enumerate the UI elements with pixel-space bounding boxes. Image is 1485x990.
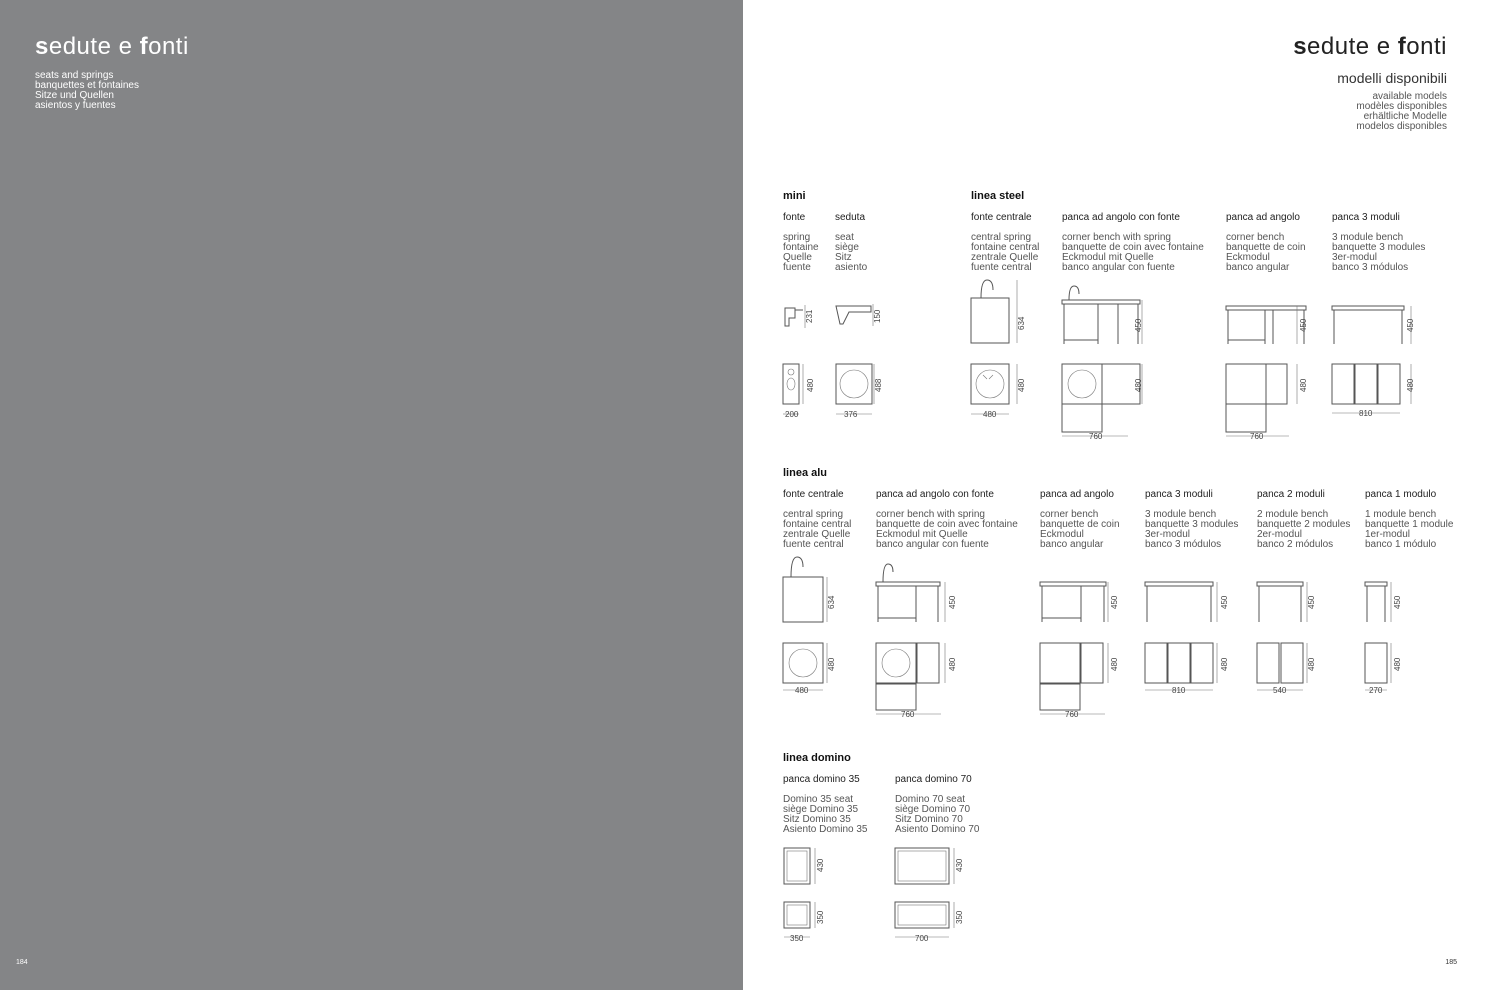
dim-label: 450 <box>1307 595 1316 609</box>
alu-corner-spring-elevation <box>876 564 945 622</box>
dim-label: 450 <box>1393 595 1402 609</box>
dim-label: 450 <box>1299 318 1308 332</box>
product-name: fonte <box>783 212 806 223</box>
dim-label: 480 <box>1017 378 1026 392</box>
dim-label: 480 <box>1393 657 1402 671</box>
dim-label: 200 <box>785 410 799 419</box>
left-page-number: 184 <box>16 959 28 966</box>
dim-label: 488 <box>874 378 883 392</box>
dim-label: 450 <box>1220 595 1229 609</box>
models-heading: modelli disponibili <box>1337 70 1447 86</box>
dim-label: 150 <box>873 309 882 323</box>
alu-fonte-centrale-elevation <box>783 557 827 622</box>
dim-label: 760 <box>901 710 915 719</box>
dim-label: 760 <box>1250 432 1264 441</box>
models-sub-de: erhältliche Modelle <box>1363 111 1447 122</box>
alu-fonte-centrale-plan <box>783 643 827 690</box>
product-translations: corner bench banquette de coin Eckmodul banco angular <box>1040 509 1120 550</box>
dim-label: 480 <box>1134 378 1143 392</box>
steel-3-module-plan <box>1332 364 1411 413</box>
dim-label: 480 <box>948 657 957 671</box>
dim-label: 634 <box>827 595 836 609</box>
dim-label: 376 <box>844 410 858 419</box>
models-sub-es: modelos disponibles <box>1356 121 1447 132</box>
product-name: panca domino 35 <box>783 774 860 785</box>
subtitle-fr: banquettes et fontaines <box>35 80 139 91</box>
dim-label: 231 <box>805 309 814 323</box>
product-translations: central spring fontaine central zentrale Quelle fuente central <box>971 232 1040 273</box>
alu-corner-spring-plan <box>876 643 945 714</box>
mini-fonte-elevation <box>785 305 805 328</box>
alu-1-module-elevation <box>1365 582 1391 622</box>
product-translations: 1 module bench banquette 1 module 1er-modul banco 1 módulo <box>1365 509 1454 550</box>
dim-label: 450 <box>948 595 957 609</box>
subtitle-de: Sitze und Quellen <box>35 90 114 101</box>
section-title-domino: linea domino <box>783 752 851 764</box>
product-translations: Domino 35 seat siège Domino 35 Sitz Domino 35 Asiento Domino 35 <box>783 794 868 835</box>
domino-70-elevation <box>895 848 954 884</box>
product-name: panca 1 modulo <box>1365 489 1437 500</box>
product-translations: spring fontaine Quelle fuente <box>783 232 819 273</box>
product-name: panca ad angolo <box>1226 212 1300 223</box>
dim-label: 480 <box>1406 378 1415 392</box>
dim-label: 270 <box>1369 686 1383 695</box>
dim-label: 430 <box>955 858 964 872</box>
right-title: sedute e fonti <box>1293 33 1447 60</box>
steel-3-module-elevation <box>1332 306 1411 344</box>
product-translations: 2 module bench banquette 2 modules 2er-modul banco 2 módulos <box>1257 509 1351 550</box>
dim-label: 450 <box>1406 318 1415 332</box>
alu-corner-bench-elevation <box>1040 582 1108 622</box>
product-name: fonte centrale <box>971 212 1032 223</box>
product-name: panca domino 70 <box>895 774 972 785</box>
mini-seat-plan <box>836 364 874 414</box>
product-name: panca ad angolo <box>1040 489 1114 500</box>
dim-label: 810 <box>1172 686 1186 695</box>
dim-label: 480 <box>983 410 997 419</box>
dim-label: 700 <box>915 934 929 943</box>
dim-label: 810 <box>1359 409 1373 418</box>
domino-35-elevation <box>784 848 815 884</box>
dim-label: 760 <box>1089 432 1103 441</box>
alu-2-module-plan <box>1257 643 1307 690</box>
dim-label: 540 <box>1273 686 1287 695</box>
product-name: panca ad angolo con fonte <box>1062 212 1180 223</box>
subtitle-en: seats and springs <box>35 70 114 81</box>
product-translations: central spring fontaine central zentrale Quelle fuente central <box>783 509 852 550</box>
product-translations: corner bench banquette de coin Eckmodul banco angular <box>1226 232 1306 273</box>
product-name: panca 3 moduli <box>1332 212 1400 223</box>
mini-seat-elevation <box>836 304 873 326</box>
product-name: seduta <box>835 212 866 223</box>
models-sub-fr: modèles disponibles <box>1356 101 1447 112</box>
alu-3-module-plan <box>1145 643 1217 690</box>
mini-fonte-plan <box>783 364 803 414</box>
dim-label: 450 <box>1110 595 1119 609</box>
dim-label: 634 <box>1017 316 1026 330</box>
left-title: sedute e fonti <box>35 33 189 60</box>
right-page <box>743 0 1485 990</box>
product-translations: 3 module bench banquette 3 modules 3er-modul banco 3 módulos <box>1332 232 1426 273</box>
section-title-mini: mini <box>783 190 806 202</box>
product-translations: 3 module bench banquette 3 modules 3er-modul banco 3 módulos <box>1145 509 1239 550</box>
models-sub-en: available models <box>1372 91 1447 102</box>
dim-label: 480 <box>827 657 836 671</box>
domino-35-plan <box>784 902 815 937</box>
product-translations: Domino 70 seat siège Domino 70 Sitz Domino 70 Asiento Domino 70 <box>895 794 980 835</box>
product-name: panca ad angolo con fonte <box>876 489 994 500</box>
dim-label: 350 <box>816 910 825 924</box>
steel-corner-spring-plan <box>1062 364 1142 436</box>
steel-corner-spring-elevation <box>1062 286 1142 344</box>
right-page-number: 185 <box>1445 959 1457 966</box>
dim-label: 480 <box>1299 378 1308 392</box>
product-translations: seat siège Sitz asiento <box>835 232 868 273</box>
product-name: panca 2 moduli <box>1257 489 1325 500</box>
dim-label: 760 <box>1065 710 1079 719</box>
left-subtitles <box>35 71 139 111</box>
domino-70-plan <box>895 902 954 937</box>
section-title-alu: linea alu <box>783 467 828 479</box>
dim-label: 480 <box>1220 657 1229 671</box>
steel-corner-bench-elevation <box>1226 306 1306 344</box>
alu-3-module-elevation <box>1145 582 1217 622</box>
dim-label: 480 <box>795 686 809 695</box>
steel-fonte-centrale-plan <box>971 364 1017 414</box>
alu-corner-bench-plan <box>1040 643 1108 714</box>
steel-fonte-centrale-elevation <box>971 280 1017 343</box>
dim-label: 350 <box>955 910 964 924</box>
product-name: panca 3 moduli <box>1145 489 1213 500</box>
product-translations: corner bench with spring banquette de coin avec fontaine Eckmodul mit Quelle banco angular con fuente <box>1062 232 1204 273</box>
dim-label: 480 <box>1307 657 1316 671</box>
dim-label: 480 <box>806 378 815 392</box>
dim-label: 450 <box>1134 318 1143 332</box>
dim-label: 350 <box>790 934 804 943</box>
steel-corner-bench-plan <box>1226 364 1297 436</box>
product-translations: corner bench with spring banquette de coin avec fontaine Eckmodul mit Quelle banco angular con fuente <box>876 509 1018 550</box>
alu-1-module-plan <box>1365 643 1391 690</box>
dim-label: 430 <box>816 858 825 872</box>
alu-2-module-elevation <box>1257 582 1307 622</box>
technical-drawings <box>743 0 1485 990</box>
dim-label: 480 <box>1110 657 1119 671</box>
section-title-steel: linea steel <box>971 190 1025 202</box>
subtitle-es: asientos y fuentes <box>35 100 116 111</box>
product-name: fonte centrale <box>783 489 844 500</box>
